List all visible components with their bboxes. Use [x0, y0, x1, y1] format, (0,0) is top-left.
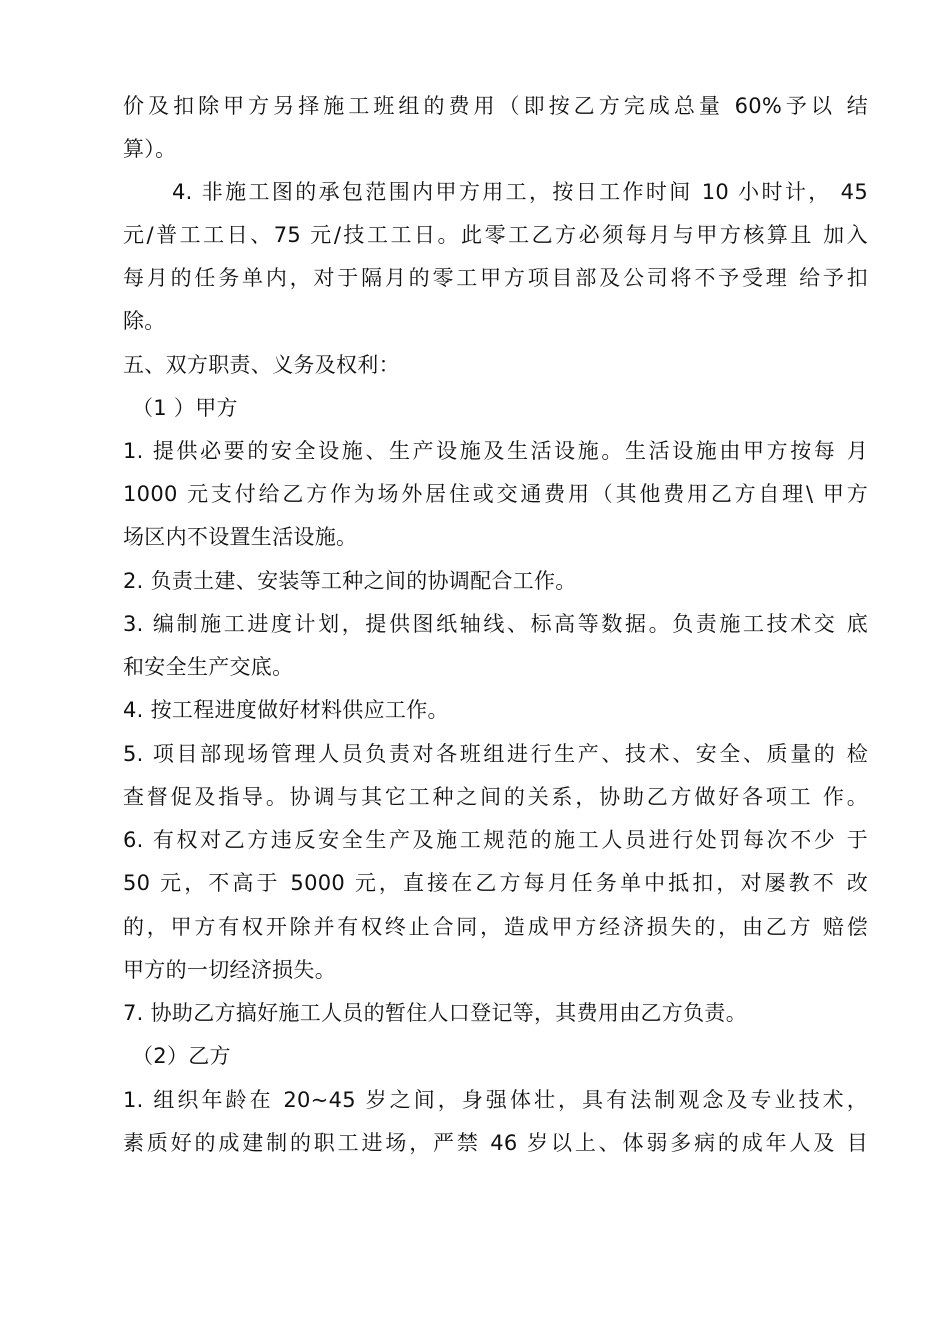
paragraph-line: 价及扣除甲方另择施工班组的费用（即按乙方完成总量 60%予以 结 — [123, 94, 868, 118]
subsection-heading: （1 ）甲方 — [132, 396, 238, 420]
list-item-line: 2. 负责土建、安装等工种之间的协调配合工作。 — [123, 569, 577, 593]
list-item-line: 素质好的成建制的职工进场，严禁 46 岁以上、体弱多病的成年人及 目 — [123, 1131, 868, 1155]
list-item-line: 6. 有权对乙方违反安全生产及施工规范的施工人员进行处罚每次不少 于 — [123, 828, 868, 852]
list-item-line: 查督促及指导。协调与其它工种之间的关系，协助乙方做好各项工 作。 — [123, 785, 868, 809]
list-item-line: 7. 协助乙方搞好施工人员的暂住人口登记等，其费用由乙方负责。 — [123, 1001, 748, 1025]
list-item-line: 和安全生产交底。 — [123, 655, 294, 679]
paragraph-line: 除。 — [123, 309, 166, 333]
list-item-line: 3. 编制施工进度计划，提供图纸轴线、标高等数据。负责施工技术交 底 — [123, 612, 868, 636]
list-item-line: 1000 元支付给乙方作为场外居住或交通费用（其他费用乙方自理\ 甲方 — [123, 482, 868, 506]
subsection-heading: （2）乙方 — [132, 1044, 231, 1068]
paragraph-line: 算）。 — [123, 137, 177, 161]
section-heading: 五、双方职责、义务及权利： — [123, 353, 400, 377]
list-item-line: 5. 项目部现场管理人员负责对各班组进行生产、技术、安全、质量的 检 — [123, 742, 868, 766]
list-item-line: 1. 提供必要的安全设施、生产设施及生活设施。生活设施由甲方按每 月 — [123, 439, 868, 463]
list-item-line: 50 元，不高于 5000 元，直接在乙方每月任务单中抵扣，对屡教不 改 — [123, 871, 868, 895]
list-item-line: 场区内不设置生活设施。 — [123, 525, 358, 549]
paragraph-line: 每月的任务单内，对于隔月的零工甲方项目部及公司将不予受理 给予扣 — [123, 266, 868, 290]
list-item-line: 的，甲方有权开除并有权终止合同，造成甲方经济损失的，由乙方 赔偿 — [123, 915, 868, 939]
list-item-line: 1. 组织年龄在 20~45 岁之间，身强体壮，具有法制观念及专业技术， — [123, 1088, 868, 1112]
paragraph-line: 元/普工工日、75 元/技工工日。此零工乙方必须每月与甲方核算且 加入 — [123, 223, 868, 247]
list-item-line: 甲方的一切经济损失。 — [123, 958, 336, 982]
paragraph-line: 4. 非施工图的承包范围内甲方用工，按日工作时间 10 小时计， 45 — [172, 180, 868, 204]
list-item-line: 4. 按工程进度做好材料供应工作。 — [123, 698, 449, 722]
